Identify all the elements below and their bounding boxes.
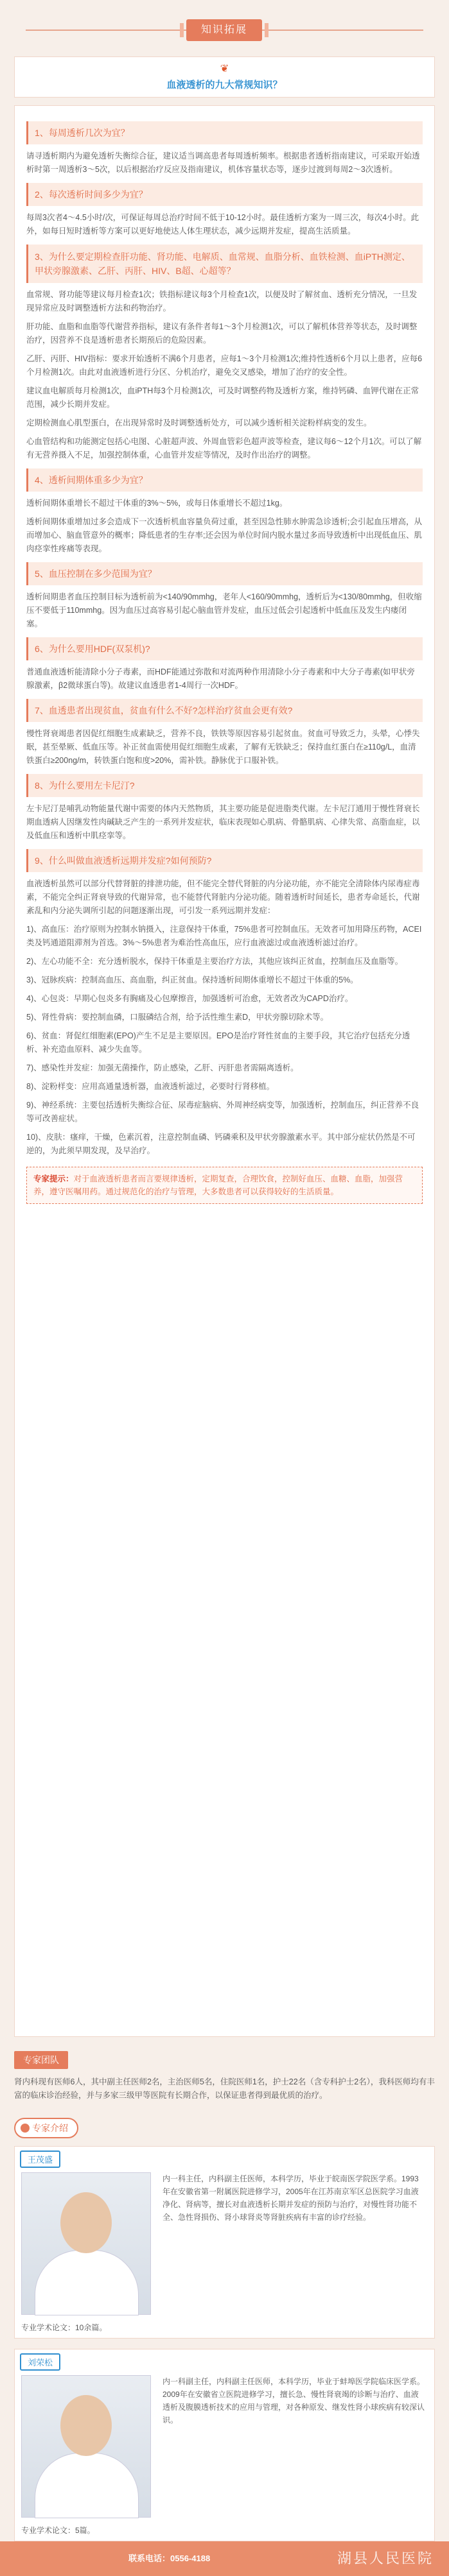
answer-paragraph: 心血管结构和功能测定包括心电图、心脏超声波、外周血管彩色超声波等检查，建议每6～12个月1次。可以了解有无营养摄入不足，加强控制体重，心血管并发症等情况，及时作出治疗的调整。 [26, 437, 422, 459]
question-heading: 9、什么叫做血液透析远期并发症?如何预防? [26, 849, 423, 872]
answer-paragraph: 普通血液透析能清除小分子毒素，而HDF能通过弥散和对流两种作用清除小分子毒素和中大分子毒素(如甲状旁腺激素，β2微球蛋白等)。故建议血透患者1-4周行一次HDF。 [26, 667, 415, 690]
user-icon [21, 2124, 30, 2133]
answer-paragraph: 慢性肾衰竭患者因促红细胞生成素缺乏，营养不良，铁铁等原因容易引起贫血。贫血可导致乏力，头晕，心悸失眠，甚至晕厥、低血压等。补正贫血需使用促红细胞生成素，了解有无铁缺乏；保持血红蛋白在≥110g/L，血清铁蛋白≥200ng/m，转铁蛋白饱和度>20%，需补铁。静脉优于口服补铁。 [26, 729, 420, 765]
intro-title: 血液透析的九大常规知识？ [166, 80, 283, 90]
doctor-name: 王茂盛 [20, 2151, 60, 2168]
section-header [0, 0, 449, 56]
answer-paragraph: 6)、贫血：肾促红细胞素(EPO)产生不足是主要原因。EPO是治疗肾性贫血的主要手段，其它治疗包括充分透析、补充造血原料、减少失血等。 [26, 1031, 410, 1054]
answer-paragraph: 左卡尼汀是哺乳动物能量代谢中需要的体内天然物质，其主要功能是促进脂类代谢。左卡尼汀通用于慢性肾衰长期血透病人因继发性肉碱缺乏产生的一系列并发症状，临床表现如心肌病、骨骼肌病、心律失常、高脂血症，以及低血压和透析中肌痉挛等。 [26, 804, 420, 840]
answer-paragraph: 血常规、肾功能等建议每月检查1次；铁指标建议每3个月检查1次，以便及时了解贫血、透析充分情况，一旦发现异常应及时调整透析方法和药物治疗。 [26, 290, 418, 313]
question-heading: 3、为什么要定期检查肝功能、肾功能、电解质、血常规、血脂分析、血铁检测、血iPTH测定、甲状旁腺激素、乙肝、丙肝、HIV、B超、心超等？ [26, 245, 423, 283]
team-tag: 专家团队 [14, 2051, 68, 2069]
qa-list [26, 121, 423, 1158]
doctor-card [14, 2349, 435, 2541]
section-label: 知识拓展 [186, 19, 262, 41]
question-heading: 7、血透患者出现贫血，贫血有什么不好?怎样治疗贫血会更有效? [26, 699, 423, 722]
answer-paragraph: 4)、心包炎：早期心包炎多有胸痛及心包摩擦音，加强透析可治愈，无效者改为CAPD治疗。 [26, 994, 353, 1003]
doctor-photo [21, 2375, 151, 2518]
doctor-photo [21, 2172, 151, 2315]
doctor-name: 刘荣松 [20, 2353, 60, 2371]
answer-paragraph: 1)、高血压：治疗原则为控制水钠摄入，注意保持干体重，75%患者可控制血压。无效者可加用降压药物，ACEI类及钙通道阻滞剂为首选。3%～5%患者为难治性高血压，应行血液滤过或血液透析滤过治疗。 [26, 925, 422, 947]
team-section [14, 2051, 435, 2108]
answer-paragraph: 5)、肾性骨病：要控制血磷，口服磷结合剂，给予活性维生素D，甲状旁腺切除术等。 [26, 1013, 329, 1022]
answer-paragraph: 每周3次者4～4.5小时/次，可保证每周总治疗时间不低于10-12小时。最佳透析方案为一周三次，每次4小时。此外，如每日短时透析等方案可以更好地使达人体生理状态，减少远期并发症，提高生活质量。 [26, 213, 419, 236]
expert-tag-label: 专家介绍 [32, 2123, 68, 2133]
answer-paragraph: 8)、淀粉样变：应用高通量透析器，血液透析滤过，必要时行肾移植。 [26, 1082, 275, 1091]
footer [0, 2541, 449, 2576]
answer-paragraph: 3)、冠脉疾病：控制高血压、高血脂，纠正贫血。保持透析间期体重增长不超过干体重的5%。 [26, 975, 358, 984]
doctor-card [14, 2146, 435, 2339]
team-text: 肾内科现有医师6人，其中副主任医师2名，主治医师5名，住院医师1名，护士22名（含专科护士2名），我科医师均有丰富的临床诊治经验，并与多家三级甲等医院有长期合作，以保证患者得到最优质的治疗。 [14, 2077, 435, 2100]
answer-paragraph: 10)、皮肤：瘙痒，干燥，色素沉着，注意控制血磷、钙磷乘积及甲状旁腺激素水平。其中部分症状仍然是不可逆的，为此须早期发现，及早治疗。 [26, 1133, 416, 1155]
doctor-spec: 专业学术论文：10余篇。 [21, 2323, 107, 2332]
expert-tag [14, 2118, 78, 2138]
expert-section [14, 2118, 435, 2138]
answer-paragraph: 建议血电解质每月检测1次，血iPTH每3个月检测1次，可及时调整药物及透析方案，维持钙磷、血钾代谢在正常范围，减少长期并发症。 [26, 386, 419, 409]
answer-paragraph: 定期检测血心肌型蛋白，在出现异常时及时调整透析处方，可以减少透析相关淀粉样病变的发生。 [26, 418, 372, 427]
doctor-bio: 内一科副主任，内科副主任医师，本科学历，毕业于蚌埠医学院临床医学系。2009年在安徽省立医院进修学习，擅长急、慢性肾衰竭的诊断与治疗、血液透析及腹膜透析技术的应用与管理，对各种原发、继发性肾小球疾病有较深认识。 [163, 2377, 425, 2425]
question-heading: 4、透析间期体重多少为宜？ [26, 468, 423, 492]
question-heading: 1、每周透析几次为宜？ [26, 121, 423, 144]
expert-tip [26, 1167, 423, 1204]
answer-paragraph: 血液透析虽然可以部分代替肾脏的排泄功能，但不能完全替代肾脏的内分泌功能，亦不能完全清除体内尿毒症毒素，不能完全纠正肾衰导致的代谢异常，也不能替代肾脏内分泌功能。随着透析时间延长，患者寿命延长，代谢紊乱和内分泌失调所引起的问题逐渐出现，可引发一系列远期并发症： [26, 879, 420, 915]
question-heading: 6、为什么要用HDF(双泵机)? [26, 637, 423, 660]
question-heading: 8、为什么要用左卡尼汀? [26, 774, 423, 797]
question-heading: 2、每次透析时间多少为宜？ [26, 183, 423, 206]
hospital-brand: 湖县人民医院 [337, 2551, 434, 2567]
answer-paragraph: 肝功能、血脂和血脂等代谢营养指标，建议有条件者每1～3个月检测1次，可以了解机体营养等状态，及时调整治疗，因营养不良是透析患者长期预后的危险因素。 [26, 322, 418, 345]
contact-phone: 联系电话：0556-4188 [128, 2554, 211, 2563]
answer-paragraph: 透析间期体重增长不超过干体重的3%～5%，或每日体重增长不超过1kg。 [26, 499, 288, 508]
qa-card [14, 105, 435, 2037]
answer-paragraph: 请寻透析期内为避免透析失衡综合征，建议适当调高患者每周透析频率。根据患者透析指南建议，可采取开始透析时第一周透析3～5次，以后根据治疗反应及指南建议，机体容量状态等，逐步过渡到每周2～3次透析。 [26, 151, 420, 174]
answer-paragraph: 透析间期体重增加过多会造成下一次透析机血容量负荷过重，甚至因急性肺水肿需急诊透析;会引起血压增高，从而增加心、脑血管意外的概率；降低患者的生存率;还会因为单位时间内脱水量过多而导致透析中出现低血压、肌肉痉挛性疼痛等表现。 [26, 517, 422, 553]
question-heading: 5、血压控制在多少范围为宜？ [26, 562, 423, 585]
answer-paragraph: 2)、左心功能不全：充分透析脱水，保持干体重是主要治疗方法，其他应该纠正贫血，控制血压及血脂等。 [26, 957, 403, 966]
tip-text: 对于血液透析患者而言要规律透析，定期复查，合理饮食，控制好血压、血糖、血脂，加强营养，遵守医嘱用药。通过规范化的治疗与管理，大多数患者可以获得较好的生活质量。 [33, 1174, 403, 1196]
doctor-spec: 专业学术论文：5篇。 [21, 2526, 95, 2535]
intro-card [14, 56, 435, 98]
answer-paragraph: 9)、神经系统：主要包括透析失衡综合征、尿毒症脑病、外周神经病变等，加强透析，控制血压，纠正营养不良等可改善症状。 [26, 1101, 419, 1123]
answer-paragraph: 7)、感染性并发症：加强无菌操作，防止感染，乙肝、丙肝患者需隔离透析。 [26, 1063, 299, 1072]
answer-paragraph: 透析间期患者血压控制目标为透析前为<140/90mmhg，老年人<160/90mmhg，透析后为<130/80mmhg，但收缩压不要低于110mmhg。因为血压过高容易引起心脑血管并发症，血压过低会引起透析中低血压及发生内瘘闭塞。 [26, 592, 422, 628]
answer-paragraph: 乙肝、丙肝、HIV指标：要求开始透析不满6个月患者，应每1～3个月检测1次;维持性透析6个月以上患者，应每6个月检测1次。由此对血液透析进行分区、分机治疗，避免交叉感染，增加了治疗的安全性。 [26, 354, 423, 377]
doctor-bio: 内一科主任，内科副主任医师，本科学历，毕业于皖南医学院医学系。1993年在安徽省第一附属医院进修学习，2005年在江苏南京军区总医院学习血液净化、肾病等，擅长对血液透析长期并发症的预防与治疗，对慢性肾功能不全、急性肾损伤、肾小球肾炎等肾脏疾病有丰富的诊疗经验。 [163, 2174, 419, 2222]
star-icon: ❦ [220, 64, 229, 74]
tip-label: 专家提示： [33, 1174, 74, 1183]
